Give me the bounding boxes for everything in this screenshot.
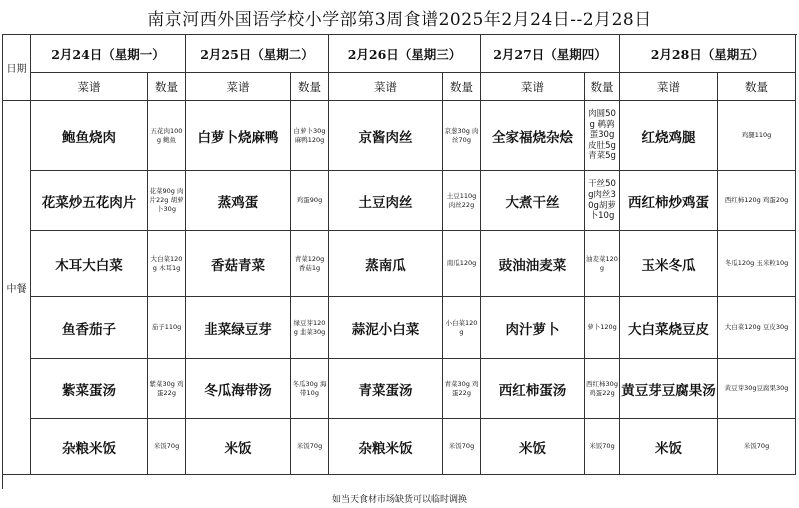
qty-cell: 京葱30g 肉丝70g — [443, 101, 481, 171]
menu-column-header: 菜谱 — [31, 73, 148, 101]
dish-cell: 豉油油麦菜 — [481, 231, 585, 297]
dish-cell: 杂粮米饭 — [31, 419, 148, 475]
page-title: 南京河西外国语学校小学部第3周食谱2025年2月24日--2月28日 — [147, 9, 652, 30]
dish-cell: 杂粮米饭 — [329, 419, 443, 475]
dish-cell: 米饭 — [186, 419, 291, 475]
dish-cell: 紫菜蛋汤 — [31, 359, 148, 419]
qty-cell: 小白菜120g — [443, 297, 481, 359]
day-header-mon: 2月24日（星期一） — [31, 35, 186, 73]
day-header-tue: 2月25日（星期二） — [186, 35, 329, 73]
dish-cell: 土豆肉丝 — [329, 171, 443, 231]
qty-cell: 米饭70g — [443, 419, 481, 475]
qty-cell: 米饭70g — [718, 419, 796, 475]
day-header-thu: 2月27日（星期四） — [481, 35, 620, 73]
qty-cell: 鸡腿110g — [718, 101, 796, 171]
qty-cell: 米饭70g — [148, 419, 186, 475]
qty-cell: 花菜90g 肉片22g 胡萝卜30g — [148, 171, 186, 231]
qty-cell: 青菜120g 香菇1g — [291, 231, 329, 297]
qty-cell: 西红柿120g 鸡蛋20g — [718, 171, 796, 231]
qty-cell: 肉圆50g 鹌鹑蛋30g 皮肚5g 青菜5g — [585, 101, 620, 171]
qty-cell: 茄子110g — [148, 297, 186, 359]
qty-cell: 青菜30g 鸡蛋22g — [443, 359, 481, 419]
qty-cell: 冬瓜30g 海带10g — [291, 359, 329, 419]
dish-cell: 韭菜绿豆芽 — [186, 297, 291, 359]
qty-cell: 西红柿30g 鸡蛋22g — [585, 359, 620, 419]
qty-cell: 米饭70g — [585, 419, 620, 475]
qty-column-header: 数量 — [291, 73, 329, 101]
dish-cell: 米饭 — [481, 419, 585, 475]
qty-cell: 米饭70g — [291, 419, 329, 475]
menu-column-header: 菜谱 — [620, 73, 718, 101]
dish-cell: 黄豆芽豆腐果汤 — [620, 359, 718, 419]
dish-cell: 蒜泥小白菜 — [329, 297, 443, 359]
dish-cell: 鱼香茄子 — [31, 297, 148, 359]
meal-label: 中餐 — [3, 101, 31, 475]
dish-cell: 木耳大白菜 — [31, 231, 148, 297]
dish-cell: 米饭 — [620, 419, 718, 475]
menu-column-header: 菜谱 — [481, 73, 585, 101]
dish-cell: 蒸南瓜 — [329, 231, 443, 297]
dish-cell: 蒸鸡蛋 — [186, 171, 291, 231]
dish-cell: 青菜蛋汤 — [329, 359, 443, 419]
menu-column-header: 菜谱 — [329, 73, 443, 101]
dish-cell: 西红柿蛋汤 — [481, 359, 585, 419]
qty-cell: 南瓜120g — [443, 231, 481, 297]
qty-column-header: 数量 — [443, 73, 481, 101]
menu-column-header: 菜谱 — [186, 73, 291, 101]
qty-cell: 土豆110g 肉丝22g — [443, 171, 481, 231]
dish-cell: 花菜炒五花肉片 — [31, 171, 148, 231]
qty-cell: 冬瓜120g 玉米粒10g — [718, 231, 796, 297]
dish-cell: 京酱肉丝 — [329, 101, 443, 171]
dish-cell: 全家福烧杂烩 — [481, 101, 585, 171]
dish-cell: 香菇青菜 — [186, 231, 291, 297]
qty-cell: 黄豆芽30g豆腐果30g — [718, 359, 796, 419]
qty-cell: 白萝卜30g 麻鸭120g — [291, 101, 329, 171]
qty-cell: 五花肉100g 鲍鱼 — [148, 101, 186, 171]
date-label: 日期 — [3, 35, 31, 101]
qty-cell: 大白菜120g 豆皮30g — [718, 297, 796, 359]
qty-column-header: 数量 — [148, 73, 186, 101]
qty-cell: 大白菜120g 木耳1g — [148, 231, 186, 297]
dish-cell: 鲍鱼烧肉 — [31, 101, 148, 171]
dish-cell: 大白菜烧豆皮 — [620, 297, 718, 359]
dish-cell: 大煮干丝 — [481, 171, 585, 231]
qty-cell: 萝卜120g — [585, 297, 620, 359]
qty-cell: 紫菜30g 鸡蛋22g — [148, 359, 186, 419]
qty-cell: 绿豆芽120g 韭菜30g — [291, 297, 329, 359]
dish-cell: 白萝卜烧麻鸭 — [186, 101, 291, 171]
dish-cell: 肉汁萝卜 — [481, 297, 585, 359]
dish-cell: 红烧鸡腿 — [620, 101, 718, 171]
menu-table — [2, 34, 797, 489]
qty-column-header: 数量 — [718, 73, 796, 101]
footer-note: 如当天食材市场缺货可以临时调换 — [331, 495, 467, 505]
qty-column-header: 数量 — [585, 73, 620, 101]
qty-cell: 干丝50g肉丝30g胡萝卜10g — [585, 171, 620, 231]
qty-cell: 油麦菜120g — [585, 231, 620, 297]
day-header-fri: 2月28日（星期五） — [620, 35, 796, 73]
qty-cell: 鸡蛋90g — [291, 171, 329, 231]
dish-cell: 冬瓜海带汤 — [186, 359, 291, 419]
dish-cell: 玉米冬瓜 — [620, 231, 718, 297]
dish-cell: 西红柿炒鸡蛋 — [620, 171, 718, 231]
day-header-wed: 2月26日（星期三） — [329, 35, 481, 73]
